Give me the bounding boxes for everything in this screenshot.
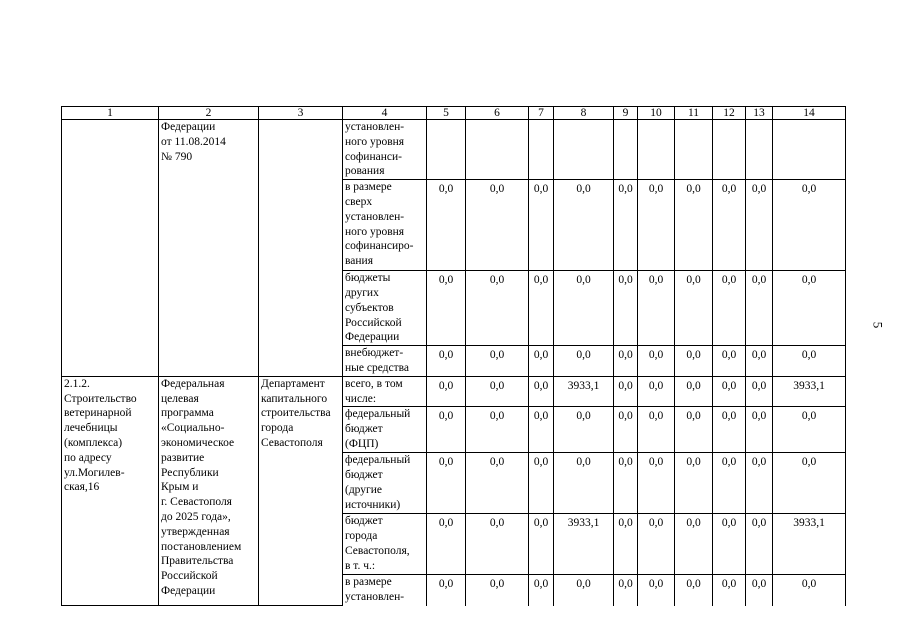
funding-source-cell: бюджеты других субъектов Российской Федерации (343, 271, 427, 346)
value-cell: 0,0 (675, 346, 713, 377)
header-cell: 4 (343, 107, 427, 120)
value-cell: 0,0 (427, 407, 466, 453)
value-cell: 0,0 (713, 453, 746, 514)
value-cell (466, 120, 529, 180)
funding-source-cell: федеральный бюджет (другие источники) (343, 453, 427, 514)
value-cell: 0,0 (529, 453, 554, 514)
header-row (62, 107, 846, 120)
header-cell: 8 (554, 107, 614, 120)
value-cell: 0,0 (427, 271, 466, 346)
value-cell (638, 120, 675, 180)
program-cell: Федеральная целевая программа «Социально- экономическое развитие Республики Крым и г. Севастополя до 2025 года», утвержденная постановлением Правительства Российской Федерации (159, 376, 259, 606)
value-cell: 0,0 (554, 180, 614, 271)
table-row (62, 120, 846, 180)
item-number-cell (62, 120, 159, 377)
value-cell: 0,0 (466, 575, 529, 606)
header-cell: 1 (62, 107, 159, 120)
header-cell: 10 (638, 107, 675, 120)
funding-source-cell: всего, в том числе: (343, 376, 427, 407)
value-cell (554, 120, 614, 180)
value-cell: 0,0 (427, 376, 466, 407)
value-cell: 3933,1 (773, 376, 846, 407)
value-cell (675, 120, 713, 180)
value-cell: 0,0 (746, 376, 773, 407)
value-cell: 0,0 (746, 346, 773, 377)
value-cell (614, 120, 638, 180)
value-cell: 0,0 (466, 180, 529, 271)
value-cell: 0,0 (466, 407, 529, 453)
value-cell: 0,0 (614, 407, 638, 453)
value-cell: 0,0 (746, 407, 773, 453)
value-cell: 0,0 (675, 180, 713, 271)
header-cell: 13 (746, 107, 773, 120)
header-cell: 9 (614, 107, 638, 120)
value-cell: 0,0 (675, 514, 713, 575)
funding-source-cell: в размере сверх установлен- ного уровня софинансиро- вания (343, 180, 427, 271)
header-cell: 6 (466, 107, 529, 120)
header-cell: 14 (773, 107, 846, 120)
value-cell: 0,0 (638, 453, 675, 514)
funding-source-cell: бюджет города Севастополя, в т. ч.: (343, 514, 427, 575)
value-cell: 3933,1 (554, 514, 614, 575)
value-cell: 0,0 (466, 376, 529, 407)
value-cell: 0,0 (773, 180, 846, 271)
value-cell: 0,0 (675, 407, 713, 453)
value-cell: 3933,1 (554, 376, 614, 407)
value-cell: 0,0 (773, 575, 846, 606)
header-cell: 3 (259, 107, 343, 120)
value-cell: 0,0 (529, 271, 554, 346)
value-cell: 3933,1 (773, 514, 846, 575)
value-cell: 0,0 (638, 346, 675, 377)
value-cell: 0,0 (614, 180, 638, 271)
value-cell: 0,0 (466, 514, 529, 575)
value-cell: 0,0 (529, 346, 554, 377)
header-cell: 12 (713, 107, 746, 120)
executor-cell (259, 120, 343, 377)
value-cell: 0,0 (427, 180, 466, 271)
value-cell: 0,0 (675, 575, 713, 606)
value-cell (427, 120, 466, 180)
value-cell: 0,0 (554, 575, 614, 606)
table-row (62, 376, 846, 407)
value-cell (529, 120, 554, 180)
value-cell: 0,0 (675, 271, 713, 346)
value-cell: 0,0 (713, 575, 746, 606)
value-cell: 0,0 (713, 346, 746, 377)
value-cell: 0,0 (614, 575, 638, 606)
value-cell: 0,0 (427, 453, 466, 514)
value-cell: 0,0 (638, 407, 675, 453)
value-cell: 0,0 (614, 271, 638, 346)
value-cell: 0,0 (554, 271, 614, 346)
value-cell: 0,0 (427, 514, 466, 575)
value-cell: 0,0 (466, 271, 529, 346)
value-cell: 0,0 (614, 453, 638, 514)
value-cell: 0,0 (638, 376, 675, 407)
funding-source-cell: установлен- ного уровня софинанси- рования (343, 120, 427, 180)
value-cell: 0,0 (427, 346, 466, 377)
funding-source-cell: в размере установлен- (343, 575, 427, 606)
value-cell: 0,0 (529, 376, 554, 407)
value-cell: 0,0 (773, 407, 846, 453)
value-cell: 0,0 (746, 271, 773, 346)
value-cell: 0,0 (773, 271, 846, 346)
value-cell: 0,0 (713, 514, 746, 575)
value-cell: 0,0 (638, 180, 675, 271)
value-cell: 0,0 (746, 575, 773, 606)
value-cell: 0,0 (713, 271, 746, 346)
value-cell: 0,0 (554, 407, 614, 453)
value-cell (773, 120, 846, 180)
item-number-cell: 2.1.2. Строительство ветеринарной лечебницы (комплекса) по адресу ул.Могилев- ская,16 (62, 376, 159, 606)
value-cell: 0,0 (529, 575, 554, 606)
value-cell: 0,0 (713, 376, 746, 407)
value-cell: 0,0 (427, 575, 466, 606)
value-cell: 0,0 (773, 453, 846, 514)
value-cell: 0,0 (675, 376, 713, 407)
page-number: 5 (870, 321, 886, 329)
value-cell: 0,0 (675, 453, 713, 514)
value-cell: 0,0 (713, 180, 746, 271)
value-cell (713, 120, 746, 180)
program-cell: Федерации от 11.08.2014 № 790 (159, 120, 259, 377)
header-cell: 7 (529, 107, 554, 120)
value-cell: 0,0 (529, 514, 554, 575)
value-cell: 0,0 (614, 346, 638, 377)
value-cell: 0,0 (638, 514, 675, 575)
value-cell: 0,0 (529, 180, 554, 271)
value-cell: 0,0 (746, 514, 773, 575)
funding-source-cell: внебюджет- ные средства (343, 346, 427, 377)
value-cell: 0,0 (713, 407, 746, 453)
value-cell: 0,0 (638, 271, 675, 346)
header-cell: 2 (159, 107, 259, 120)
funding-source-cell: федеральный бюджет (ФЦП) (343, 407, 427, 453)
value-cell: 0,0 (746, 453, 773, 514)
value-cell: 0,0 (773, 346, 846, 377)
value-cell: 0,0 (554, 346, 614, 377)
value-cell: 0,0 (529, 407, 554, 453)
value-cell: 0,0 (554, 453, 614, 514)
value-cell: 0,0 (746, 180, 773, 271)
value-cell (746, 120, 773, 180)
value-cell: 0,0 (466, 453, 529, 514)
value-cell: 0,0 (466, 346, 529, 377)
value-cell: 0,0 (638, 575, 675, 606)
value-cell: 0,0 (614, 514, 638, 575)
budget-table (61, 106, 846, 606)
value-cell: 0,0 (614, 376, 638, 407)
header-cell: 11 (675, 107, 713, 120)
executor-cell: Департамент капитального строительства города Севастополя (259, 376, 343, 606)
header-cell: 5 (427, 107, 466, 120)
